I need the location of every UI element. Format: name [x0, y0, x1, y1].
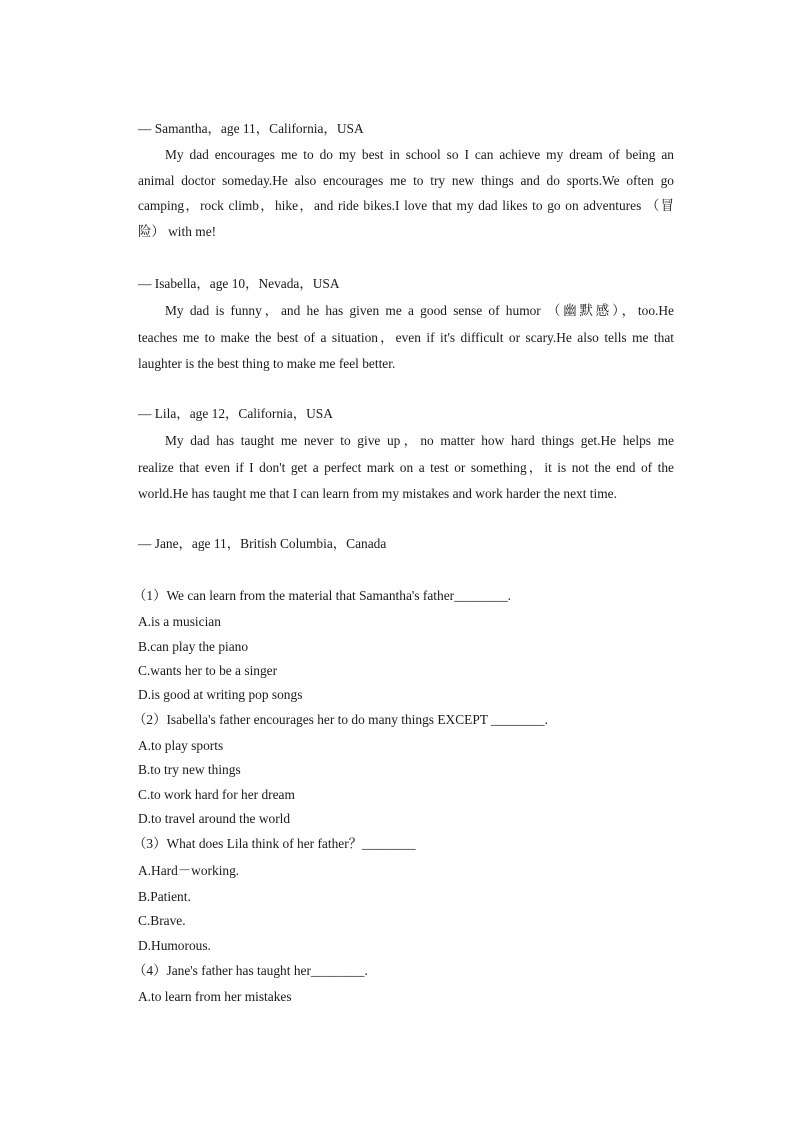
attribution-lila: — Lila，age 12，California，USA: [138, 406, 333, 421]
paragraph-line: world.He has taught me that I can learn from my mistakes and work harder the next time.: [138, 486, 617, 501]
attribution-isabella: — Isabella，age 10，Nevada，USA: [138, 276, 340, 291]
question-option: B.Patient.: [138, 889, 191, 904]
question-stem: （2）Isabella's father encourages her to do many things EXCEPT ________.: [133, 712, 548, 727]
paragraph-line: 险） with me!: [138, 224, 217, 239]
question-stem: （4）Jane's father has taught her________.: [133, 963, 368, 978]
question-stem: （3）What does Lila think of her father？________: [133, 836, 416, 851]
question-stem: （1）We can learn from the material that Samantha's father________.: [133, 588, 512, 603]
question-option: B.can play the piano: [138, 639, 249, 654]
paragraph-line: teaches me to make the best of a situation，even if it's difficult or scary.He also tells me that: [138, 330, 674, 345]
question-option: B.to try new things: [138, 762, 241, 777]
question-option: D.to travel around the world: [138, 811, 291, 826]
question-option: D.is good at writing pop songs: [138, 687, 303, 702]
paragraph-line: laughter is the best thing to make me feel better.: [138, 356, 396, 371]
question-option: C.to work hard for her dream: [138, 787, 295, 802]
question-option: A.is a musician: [138, 614, 221, 629]
paragraph-line: realize that even if I don't get a perfect mark on a test or something，it is not the end of the: [138, 460, 674, 475]
paragraph-line: My dad is funny，and he has given me a good sense of humor （幽默感），too.He: [165, 303, 674, 318]
paragraph-line: animal doctor someday.He also encourages me to try new things and do sports.We often go: [138, 173, 674, 188]
attribution-samantha: — Samantha，age 11，California，USA: [138, 121, 364, 136]
paragraph-line: My dad has taught me never to give up，no matter how hard things get.He helps me: [165, 433, 674, 448]
question-option: C.wants her to be a singer: [138, 663, 278, 678]
question-option: A.to learn from her mistakes: [138, 989, 292, 1004]
attribution-jane: — Jane，age 11，British Columbia，Canada: [138, 536, 387, 551]
paragraph-line: camping，rock climb，hike，and ride bikes.I love that my dad likes to go on adventures （冒: [138, 198, 674, 213]
question-option: A.to play sports: [138, 738, 224, 753]
question-option: A.Hard－working.: [138, 863, 240, 878]
question-option: D.Humorous.: [138, 938, 211, 953]
paragraph-line: My dad encourages me to do my best in school so I can achieve my dream of being an: [165, 147, 674, 162]
question-option: C.Brave.: [138, 913, 186, 928]
